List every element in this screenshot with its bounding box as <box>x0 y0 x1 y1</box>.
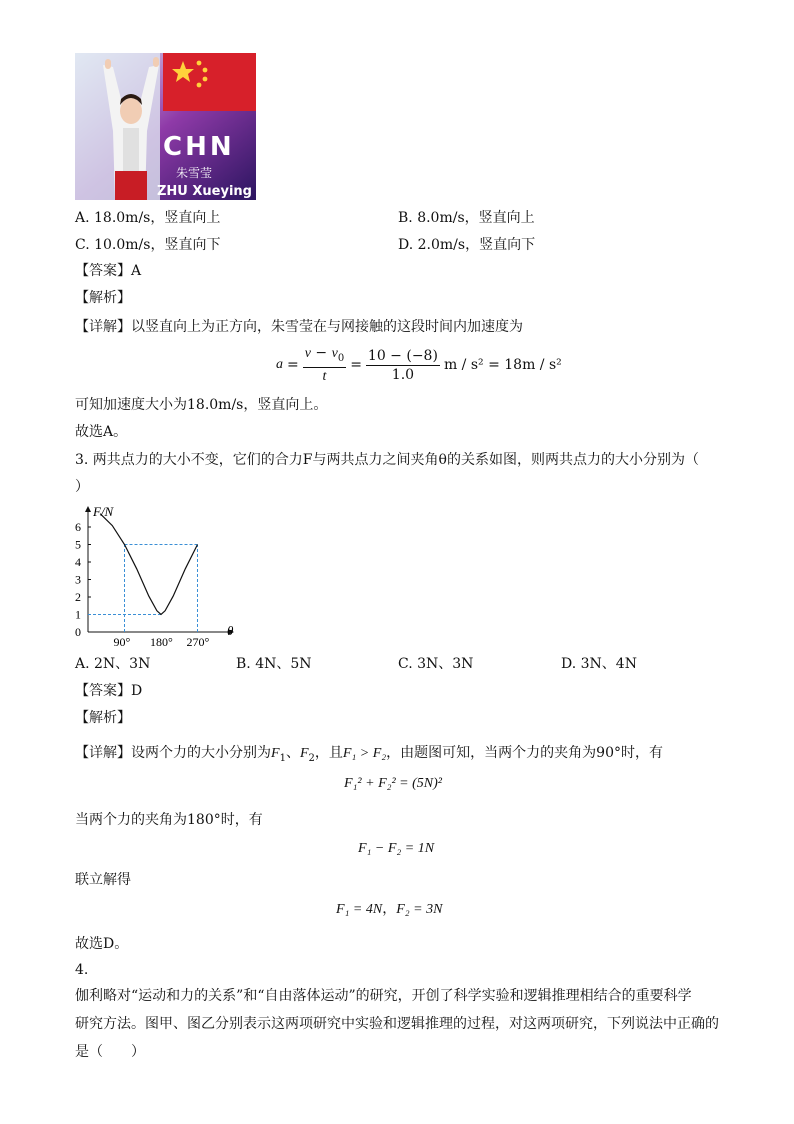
eq-a: a <box>276 357 283 372</box>
q3-option-b: B. 4N、5N <box>236 656 312 672</box>
athlete-photo-graphic <box>75 53 256 200</box>
q3-option-a: A. 2N、3N <box>75 656 151 672</box>
q3-choose: 故选D。 <box>75 936 129 952</box>
y-tick-label: 3 <box>75 572 81 587</box>
q3-angle-180: 180° <box>187 812 221 828</box>
eq-frac-2: $\frac{10 - (-8)}{1.0}$ <box>367 347 438 383</box>
q3-eq-c1: F₁ = 4N <box>336 902 383 917</box>
y-tick-label: 4 <box>75 555 81 569</box>
q2-option-c: C. 10.0m/s，竖直向下 <box>75 237 221 253</box>
q2-detail: 【详解】以竖直向上为正方向，朱雪莹在与网接触的这段时间内加速度为 <box>75 319 523 335</box>
q4-line3: 是（ ） <box>75 1044 145 1060</box>
y-axis-label: F/N <box>93 504 114 519</box>
q3-eq-c2: F₂ = 3N <box>396 902 443 917</box>
q3-stem-line1: 3. 两共点力的大小不变，它们的合力F与两共点力之间夹角θ的关系如图，则两共点力的大小分别为（ <box>75 452 699 468</box>
q3-detail-a: 【详解】设两个力的大小分别为 <box>75 745 271 761</box>
q2-option-a: A. 18.0m/s，竖直向上 <box>75 210 221 226</box>
q2-analysis-label: 【解析】 <box>75 290 131 306</box>
q3-f1: F <box>271 746 280 761</box>
series-line <box>100 514 197 615</box>
q3-solve: 联立解得 <box>75 872 131 888</box>
q2-equation <box>276 345 562 385</box>
q2-option-b: B. 8.0m/s，竖直向上 <box>398 210 535 226</box>
eq-frac-1: $\frac{v - v_0}{t}$ <box>304 344 345 385</box>
q3-eq-c: F₁ = 4N，F₂ = 3N <box>336 901 443 917</box>
x-tick-label: 90° <box>113 635 131 648</box>
photo-name-cn: 朱雪莹 <box>176 166 213 180</box>
q2-choose: 故选A。 <box>75 424 128 440</box>
q2-conclusion: 可知加速度大小为18.0m/s，竖直向上。 <box>75 397 328 413</box>
q3-chart <box>70 500 250 648</box>
y-tick-label: 5 <box>75 537 81 552</box>
y-tick-label: 0 <box>75 625 81 639</box>
q3-detail: 【详解】设两个力的大小分别为$F_1$、$F_2$，且F₁ > F₂，由题图可知，当两个力的夹角为90°时，有 <box>75 745 663 764</box>
q3-eq-a: F₁² + F₂² = (5N)² <box>344 776 442 791</box>
q3-option-d: D. 3N、4N <box>561 656 637 672</box>
q3-line-180: 当两个力的夹角为180°时，有 <box>75 812 263 828</box>
q3-condition: F₁ > F₂ <box>342 746 387 761</box>
y-tick-label: 2 <box>75 590 81 604</box>
photo-country-code: CHN <box>163 132 235 162</box>
x-axis-label: θ <box>227 623 234 638</box>
q3-stem-line2: ） <box>75 479 89 495</box>
q4-line1: 伽利略对“运动和力的关系”和“自由落体运动”的研究，开创了科学实验和逻辑推理相结合的重要科学 <box>75 988 692 1004</box>
eq-equals-2: = <box>350 357 362 373</box>
eq-equals-1: = <box>287 357 299 373</box>
q3-f2: F <box>299 746 309 761</box>
china-flag <box>163 53 256 111</box>
q3-analysis-label: 【解析】 <box>75 710 131 726</box>
y-tick-label: 6 <box>75 520 81 534</box>
y-tick-label: 1 <box>75 607 81 622</box>
photo-name-en: ZHU Xueying <box>157 184 252 199</box>
q3-option-c: C. 3N、3N <box>398 656 474 672</box>
q3-eq-b: F₁ − F₂ = 1N <box>358 841 435 856</box>
q4-number: 4. <box>75 962 89 978</box>
q3-answer: 【答案】D <box>75 683 143 699</box>
q2-answer: 【答案】A <box>75 263 142 279</box>
q3-angle-90: 90° <box>596 745 621 761</box>
q4-line2: 研究方法。图甲、图乙分别表示这两项研究中实验和逻辑推理的过程，对这两项研究，下列说法中正确的 <box>75 1016 719 1032</box>
eq-tail: m / s² = 18m / s² <box>443 357 562 373</box>
q2-option-d: D. 2.0m/s，竖直向下 <box>398 237 536 253</box>
y-axis-arrow <box>85 506 91 512</box>
x-tick-label: 270° <box>186 635 210 648</box>
x-tick-label: 180° <box>150 635 173 648</box>
athlete-photo <box>75 53 256 200</box>
